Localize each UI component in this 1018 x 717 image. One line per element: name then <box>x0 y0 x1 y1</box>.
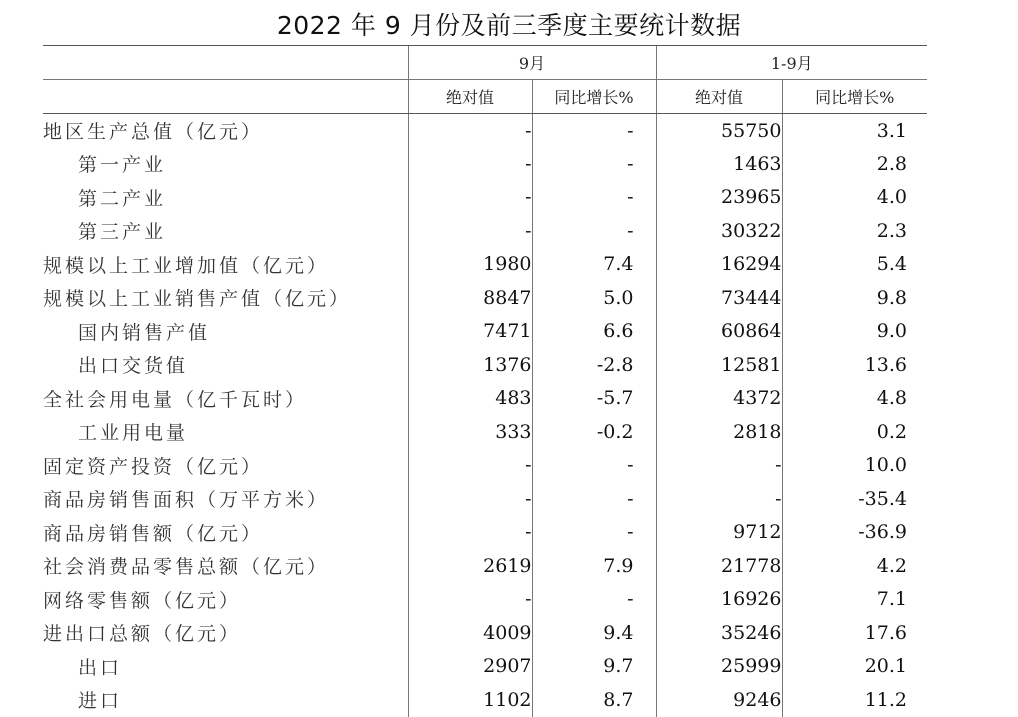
sep-yoy-growth-cell: - <box>532 449 656 483</box>
table-row <box>43 248 927 282</box>
ytd-yoy-growth-cell: 20.1 <box>782 650 927 684</box>
ytd-absolute-value-cell: 55750 <box>656 114 782 148</box>
sep-absolute-value-cell: 8847 <box>408 281 532 315</box>
ytd-yoy-growth-cell: 4.8 <box>782 382 927 416</box>
row-label: 国内销售产值 <box>78 321 211 344</box>
table-row <box>43 114 927 148</box>
sep-yoy-growth-cell: - <box>532 583 656 617</box>
group-header-row <box>43 46 927 80</box>
sep-yoy-growth-cell: 9.7 <box>532 650 656 684</box>
sep-yoy-growth-cell: - <box>532 214 656 248</box>
sep-absolute-value-cell: - <box>408 214 532 248</box>
table-row <box>43 683 927 717</box>
sep-yoy-growth-cell: 8.7 <box>532 683 656 717</box>
sep-yoy-growth-cell: 7.4 <box>532 248 656 282</box>
table-row <box>43 482 927 516</box>
sep-yoy-growth-cell: 7.9 <box>532 549 656 583</box>
sep-absolute-value-cell: 2907 <box>408 650 532 684</box>
sep-absolute-value-cell: - <box>408 516 532 550</box>
ytd-absolute-value-cell: 4372 <box>656 382 782 416</box>
ytd-yoy-growth-cell: 7.1 <box>782 583 927 617</box>
table-row <box>43 449 927 483</box>
row-label: 社会消费品零售总额（亿元） <box>43 556 330 579</box>
header-absolute-value: 绝对值 <box>408 80 532 114</box>
sep-absolute-value-cell: 4009 <box>408 616 532 650</box>
ytd-absolute-value-cell: 2818 <box>656 415 782 449</box>
header-blank <box>43 80 408 114</box>
sep-yoy-growth-cell: -2.8 <box>532 348 656 382</box>
row-label: 固定资产投资（亿元） <box>43 455 264 478</box>
sep-yoy-growth-cell: - <box>532 181 656 215</box>
sep-yoy-growth-cell: - <box>532 114 656 148</box>
table-row <box>43 147 927 181</box>
sep-yoy-growth-cell: - <box>532 147 656 181</box>
table-body <box>43 114 927 717</box>
row-label: 第一产业 <box>78 154 167 177</box>
ytd-absolute-value-cell: 16294 <box>656 248 782 282</box>
statistics-table <box>43 45 927 717</box>
table-title: 2022 年 9 月份及前三季度主要统计数据 <box>276 11 742 40</box>
ytd-yoy-growth-cell: -35.4 <box>782 482 927 516</box>
ytd-yoy-growth-cell: 11.2 <box>782 683 927 717</box>
sep-absolute-value-cell: 1980 <box>408 248 532 282</box>
ytd-absolute-value-cell: 9712 <box>656 516 782 550</box>
row-label: 工业用电量 <box>78 422 189 445</box>
ytd-yoy-growth-cell: 4.0 <box>782 181 927 215</box>
header-september: 9月 <box>408 46 656 80</box>
sep-yoy-growth-cell: -5.7 <box>532 382 656 416</box>
ytd-yoy-growth-cell: 9.8 <box>782 281 927 315</box>
table-row <box>43 549 927 583</box>
ytd-yoy-growth-cell: 5.4 <box>782 248 927 282</box>
table-row <box>43 583 927 617</box>
ytd-yoy-growth-cell: 2.8 <box>782 147 927 181</box>
ytd-absolute-value-cell: 23965 <box>656 181 782 215</box>
sep-absolute-value-cell: - <box>408 181 532 215</box>
row-label: 出口交货值 <box>78 355 189 378</box>
header-yoy-growth: 同比增长% <box>532 80 656 114</box>
sep-absolute-value-cell: 1102 <box>408 683 532 717</box>
row-label: 商品房销售额（亿元） <box>43 522 264 545</box>
table-row <box>43 181 927 215</box>
ytd-absolute-value-cell: 1463 <box>656 147 782 181</box>
row-label: 进口 <box>78 690 123 713</box>
sep-yoy-growth-cell: - <box>532 482 656 516</box>
table-row <box>43 348 927 382</box>
table-row <box>43 650 927 684</box>
sep-absolute-value-cell: 7471 <box>408 315 532 349</box>
table-row <box>43 516 927 550</box>
row-label: 第二产业 <box>78 187 167 210</box>
ytd-yoy-growth-cell: 2.3 <box>782 214 927 248</box>
header-absolute-value: 绝对值 <box>656 80 782 114</box>
table-row <box>43 382 927 416</box>
sep-absolute-value-cell: - <box>408 583 532 617</box>
ytd-absolute-value-cell: 73444 <box>656 281 782 315</box>
table-row <box>43 415 927 449</box>
sep-absolute-value-cell: - <box>408 147 532 181</box>
header-jan-sep: 1-9月 <box>656 46 927 80</box>
row-label: 出口 <box>78 656 123 679</box>
ytd-yoy-growth-cell: 0.2 <box>782 415 927 449</box>
sep-absolute-value-cell: 483 <box>408 382 532 416</box>
ytd-absolute-value-cell: 16926 <box>656 583 782 617</box>
ytd-absolute-value-cell: - <box>656 482 782 516</box>
sep-yoy-growth-cell: 6.6 <box>532 315 656 349</box>
sep-yoy-growth-cell: 5.0 <box>532 281 656 315</box>
sep-absolute-value-cell: - <box>408 482 532 516</box>
ytd-absolute-value-cell: 35246 <box>656 616 782 650</box>
ytd-yoy-growth-cell: 17.6 <box>782 616 927 650</box>
row-label: 地区生产总值（亿元） <box>43 121 264 143</box>
sub-header-row <box>43 80 927 114</box>
sep-absolute-value-cell: 1376 <box>408 348 532 382</box>
ytd-absolute-value-cell: 25999 <box>656 650 782 684</box>
table-row <box>43 214 927 248</box>
header-yoy-growth: 同比增长% <box>782 80 927 114</box>
ytd-yoy-growth-cell: 10.0 <box>782 449 927 483</box>
sep-yoy-growth-cell: 9.4 <box>532 616 656 650</box>
ytd-yoy-growth-cell: 9.0 <box>782 315 927 349</box>
sep-absolute-value-cell: 2619 <box>408 549 532 583</box>
row-label: 第三产业 <box>78 221 167 244</box>
table-row <box>43 616 927 650</box>
ytd-yoy-growth-cell: 4.2 <box>782 549 927 583</box>
row-label: 网络零售额（亿元） <box>43 589 242 612</box>
sep-absolute-value-cell: - <box>408 449 532 483</box>
ytd-absolute-value-cell: 60864 <box>656 315 782 349</box>
row-label: 全社会用电量（亿千瓦时） <box>43 388 308 411</box>
ytd-yoy-growth-cell: -36.9 <box>782 516 927 550</box>
ytd-yoy-growth-cell: 13.6 <box>782 348 927 382</box>
ytd-absolute-value-cell: 12581 <box>656 348 782 382</box>
table-row <box>43 281 927 315</box>
ytd-absolute-value-cell: - <box>656 449 782 483</box>
sep-absolute-value-cell: - <box>408 114 532 148</box>
header-blank <box>43 46 408 80</box>
row-label: 规模以上工业增加值（亿元） <box>43 254 330 277</box>
row-label: 进出口总额（亿元） <box>43 623 242 646</box>
ytd-yoy-growth-cell: 3.1 <box>782 114 927 148</box>
row-label: 规模以上工业销售产值（亿元） <box>43 288 352 311</box>
table-row <box>43 315 927 349</box>
ytd-absolute-value-cell: 9246 <box>656 683 782 717</box>
row-label: 商品房销售面积（万平方米） <box>43 489 330 512</box>
sep-absolute-value-cell: 333 <box>408 415 532 449</box>
sep-yoy-growth-cell: - <box>532 516 656 550</box>
ytd-absolute-value-cell: 30322 <box>656 214 782 248</box>
ytd-absolute-value-cell: 21778 <box>656 549 782 583</box>
sep-yoy-growth-cell: -0.2 <box>532 415 656 449</box>
